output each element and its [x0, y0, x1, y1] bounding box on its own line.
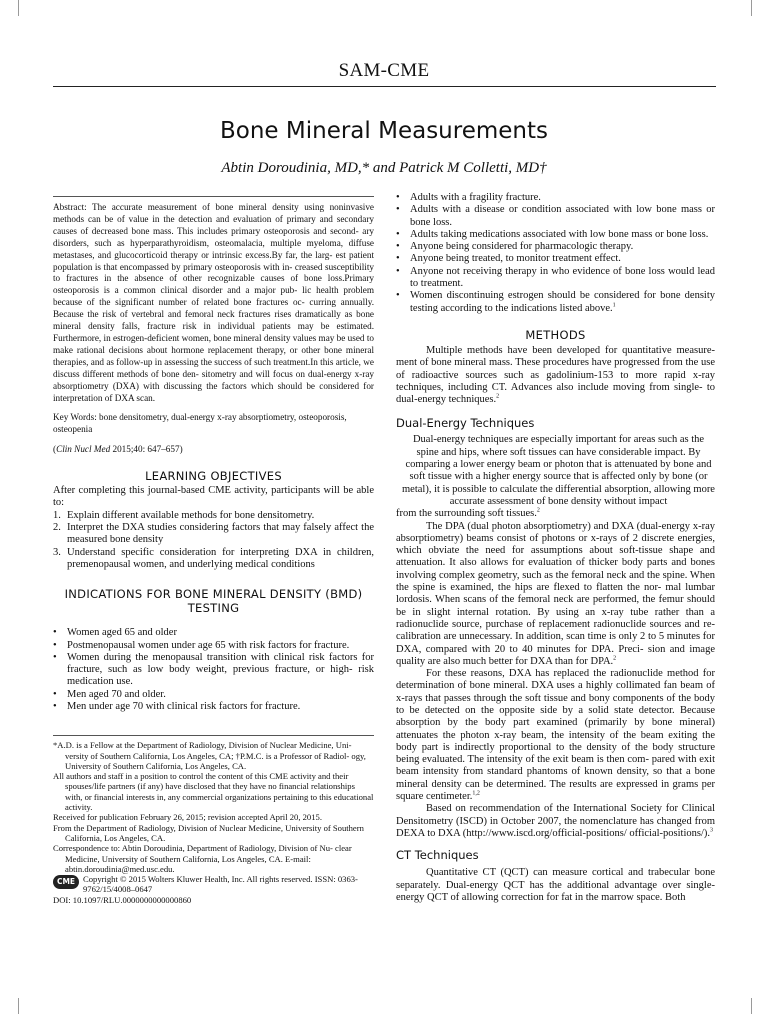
abstract-rule: [53, 196, 374, 197]
citation-journal: Clin Nucl Med: [56, 444, 111, 455]
learning-objectives-intro: After completing this journal-based CME activity, participants will be able to:: [53, 485, 374, 509]
copyright-row: [53, 874, 374, 895]
list-item: • Men under age 70 with clinical risk factors for fracture.: [53, 700, 301, 712]
article-title: Bone Mineral Measurements: [220, 118, 548, 144]
indications-heading: INDICATIONS FOR BONE MINERAL DENSITY (BMD) TESTING: [64, 587, 363, 616]
dual-energy-intro-tail: from the surrounding soft tissues.$^2$: [396, 507, 540, 520]
abstract: Abstract: The accurate measurement of bone mineral density using noninvasive methods can be of value in the detection and evaluation of primary and secondary causes of decreased bone mass. This includes primary osteoporosis and second- ary disorders, such as hyperparathyroidism, osteomalacia, multiple myeloma, diffuse metastases, and glucocorticoid therapy or intrinsic excess.By far, the larg- est patient population is that encompassed by primary osteoporosis with in- creased susceptibility to fractures in the absence of other recognizable causes of bone loss.Primary osteoporosis is a common clinical disorder and a major pub- lic health problem because of the significant number of related bone fractures oc- curring annually. Because the risk of vertebral and femoral neck fractures rises dramatically as bone mineral density falls, fracture risk in individual patients may be estimated. Furthermore, in estrogen-deficient women, bone mineral density values may be used to make rational decisions about hormone replacement therapy, or other bone mineral therapies, and as follow-up in assessing the success of such treatment.In this article, we discuss different methods of bone den- sitometry and will focus on dual-energy x-ray absorptiometry (DXA) with discussing the factors which should be considered for interpretation of DXA scan.: [53, 202, 374, 403]
list-item: • Adults with a disease or condition associated with low bone mass or bone loss.: [396, 204, 715, 228]
footnote-rule: [53, 735, 374, 736]
doi: DOI: 10.1097/RLU.0000000000000860: [53, 894, 192, 905]
list-item: • Anyone not receiving therapy in who evidence of bone loss would lead to treatment.: [396, 265, 715, 290]
reference-superscript: 2: [496, 393, 500, 400]
list-item: • Anyone being treated, to monitor treatment effect.: [396, 253, 621, 265]
reference-superscript: 1,2: [472, 790, 480, 797]
list-item: • Women during the menopausal transition with clinical risk factors for fracture, such as low body weight, previous fracture, or high- risk medication use.: [53, 651, 374, 688]
list-item: • Men aged 70 and older.: [53, 688, 166, 700]
list-item: • Women discontinuing estrogen should be considered for bone density testing according to the indications listed above.$^1$: [396, 290, 715, 314]
dual-energy-heading: Dual-Energy Techniques: [396, 416, 535, 431]
dxa-paragraph-3: Based on recommendation of the International Society for Clinical Densitometry (ISCD) in October 2007, the nomenclature has changed from DEXA to DXA (http://www.iscd.org/official-positions/ official-positions/).$^3$: [396, 803, 715, 839]
dxa-paragraph-1: The DPA (dual photon absorptiometry) and DXA (dual-energy x-ray absorptiometry) beams consist of photons or x-rays of 2 discrete energies, which obviate the need for assumptions about soft-tissue shape and attenuation. It also allows for evaluation of thicker body parts and bones involving complex geometry, such as the femoral neck and the spine. When the spine is examined, the hips are flexed to flatten the nor- mal lumbar lordosis. When scans of the femoral neck are performed, the femur should be in slight internal rotation. By using an x-ray tube rather than a radionuclide source, purchase of replacement radionuclide sources and re-calibration are unnecessary. In addition, scan time is only 2 to 5 minutes for DXA, compared with 20 to 40 minutes for DPA. Preci- sion and image quality are also much better for DXA than for DPA.$^2$: [396, 520, 715, 667]
footnote-from: From the Department of Radiology, Division of Nuclear Medicine, University of Southern California, Los Angeles, CA.: [53, 822, 364, 843]
list-item: • Anyone being considered for pharmacologic therapy.: [396, 241, 634, 253]
right-column: [396, 192, 715, 904]
list-item: 2. Interpret the DXA studies considering factors that may falsely affect the measured bone density: [53, 522, 374, 546]
footnote-received: Received for publication February 26, 2015; revision accepted April 20, 2015.: [53, 812, 322, 823]
citation: (Clin Nucl Med 2015;40: 647–657): [53, 444, 183, 455]
header-rule: [53, 86, 716, 87]
list-item: 3. Understand specific consideration for interpreting DXA in children, premenopausal women, and underlying medical conditions: [53, 546, 374, 570]
list-item: 1. Explain different available methods for bone densitometry.: [53, 509, 315, 521]
footnote-affiliations: *A.D. is a Fellow at the Department of Radiology, Division of Nuclear Medicine, Uni- versity of Southern California, Los Angeles, CA; †P.M.C. is a Professor of Radiol- ogy, University of Southern California, Los Angeles, CA.: [53, 740, 366, 771]
reference-superscript: 2: [536, 507, 540, 514]
left-column: [53, 196, 374, 905]
copyright: Copyright © 2015 Wolters Kluwer Health, Inc. All rights reserved. ISSN: 0363-9762/15/4008–0647: [83, 874, 358, 895]
ct-paragraph: Quantitative CT (QCT) can measure cortical and trabecular bone separately. Dual-energy QCT has the additional advantage over single-energy QCT of allowing correction for fat in the marrow space. Both: [396, 867, 715, 903]
keywords: Key Words: bone densitometry, dual-energy x-ray absorptiometry, osteoporosis, osteopenia: [53, 412, 347, 435]
indications-list-continued: [396, 192, 715, 315]
list-item: • Adults taking medications associated with low bone mass or bone loss.: [396, 228, 709, 240]
dual-energy-intro: Dual-energy techniques are especially important for areas such as the spine and hips, where soft tissues can have considerable impact. By comparing a lower energy beam or photon that is attenuated by bone and soft tissue with a higher energy source that is affected only by bone (or metal), it is possible to calculate the differential absorption, allowing more accurate assessment of bone density without impact: [402, 434, 715, 507]
reference-superscript: 2: [613, 655, 617, 662]
article-authors: Abtin Doroudinia, MD,* and Patrick M Colletti, MD†: [221, 160, 547, 176]
journal-header: SAM-CME: [338, 60, 430, 81]
footnote-disclosure: All authors and staff in a position to control the content of this CME activity and their spouses/life partners (if any) have disclosed that they have no financial relationships with, or financial interests in, any commercial organizations pertaining to this educational activity.: [53, 771, 374, 813]
methods-paragraph: Multiple methods have been developed for quantitative measure- ment of bone mineral mass. These procedures have progressed from the use of radioactive sources such as gadolinium-153 to more rapid x-ray techniques, including CT. Advances also include moving from single- to dual-energy techniques.$^2$: [396, 344, 715, 406]
list-item: • Women aged 65 and older: [53, 627, 177, 639]
reference-superscript: 1: [612, 302, 616, 309]
dxa-paragraph-2: For these reasons, DXA has replaced the radionuclide method for determination of bone mineral. DXA uses a highly collimated fan beam of x-rays that passes through the soft tissue and bony components of the body to be detected on the opposite side by a solid state detector. Because absorption by the body part examined (primarily by bone mineral) attenuates the photon x-ray beam, the intensity of the beam exiting the body part is indirectly proportional to the density of the body structure being evaluated. The intensity of the exit beam is then com- pared with exit beam intensity from standard phantoms of known density, so that a bone mineral density can be determined. The results are expressed in grams per square centimeter.$^{1,2}$: [396, 668, 715, 803]
crop-mark-top-left: [18, 0, 19, 16]
methods-heading: METHODS: [525, 327, 586, 342]
learning-objectives-list: [53, 510, 374, 571]
ct-heading: CT Techniques: [396, 848, 479, 863]
footnotes: [53, 740, 374, 905]
reference-superscript: 3: [710, 827, 714, 834]
crop-mark-bottom-left: [18, 998, 19, 1014]
list-item: • Postmenopausal women under age 65 with risk factors for fracture.: [53, 639, 350, 651]
footnote-correspondence: Correspondence to: Abtin Doroudinia, Department of Radiology, Division of Nu- clear Medicine, University of Southern California, Los Angeles, CA. E-mail: abtin.doroudinia@med.usc.edu.: [53, 843, 352, 874]
crop-mark-top-right: [751, 0, 752, 16]
list-item: • Adults with a fragility fracture.: [396, 192, 541, 203]
learning-objectives-heading: LEARNING OBJECTIVES: [145, 469, 282, 484]
cme-logo-icon: CME: [53, 875, 79, 889]
indications-list: [53, 627, 374, 713]
crop-mark-bottom-right: [751, 998, 752, 1014]
